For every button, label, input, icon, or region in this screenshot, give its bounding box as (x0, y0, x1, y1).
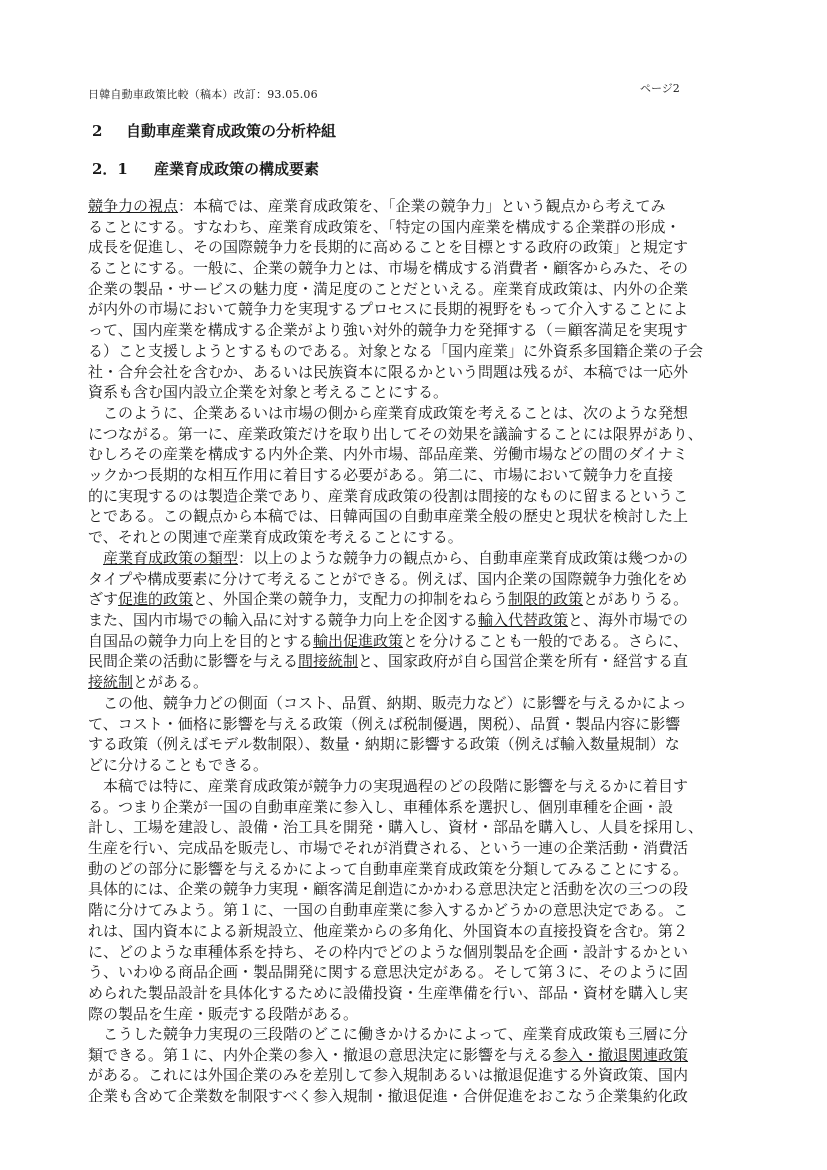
paragraph-firm-perspective (88, 403, 752, 548)
text-line (88, 755, 752, 776)
text-run: どに分けることもできる。 (88, 756, 269, 775)
text-run: 資系も含む国内設立企業を対象と考えることにする。 (88, 383, 449, 402)
text-run: 動のどの部分に影響を与えるかによって自動車産業育成政策を分類してみることにする。 (88, 859, 689, 878)
text-line (88, 589, 752, 610)
text-line (88, 672, 752, 693)
underlined-term: 接統制 (88, 673, 134, 692)
text-run: とがある。 (133, 673, 209, 692)
text-run: 際の製品を生産・販売する段階がある。 (88, 1004, 359, 1023)
subsection-heading (92, 158, 319, 179)
text-line (88, 320, 752, 341)
text-line (88, 693, 752, 714)
text-run: 企業も含めて企業数を制限すべく参入規制・撤退促進・合併促進をおこなう企業集約化政 (88, 1087, 688, 1106)
text-run: る）こと支援しようとするものである。対象となる「国内産業」に外資系多国籍企業の子会 (88, 341, 704, 360)
text-line (88, 817, 752, 838)
text-run: とである。この観点から本稿では、日韓両国の自動車産業全般の歴史と現状を検討した上 (88, 507, 689, 526)
section-title: 自動車産業育成政策の分析枠組 (126, 122, 337, 140)
text-line (88, 1004, 752, 1025)
text-line (88, 382, 752, 403)
text-line (88, 610, 752, 631)
text-run: 自国品の競争力向上を目的とする (88, 631, 314, 650)
text-line (88, 838, 752, 859)
underlined-term: 競争力の視点 (88, 197, 179, 215)
underlined-term: 間接統制 (298, 652, 359, 671)
text-line (88, 879, 752, 900)
text-run: こうした競争力実現の三段階のどこに働きかけるかによって、産業育成政策も三層に分 (88, 1025, 688, 1043)
text-run: 類できる。第１に、内外企業の参入・撤退の意思決定に影響を与える (88, 1045, 554, 1064)
text-line (88, 859, 752, 880)
text-line (88, 651, 752, 672)
text-line (88, 1086, 752, 1107)
paragraph-policy-types (88, 548, 752, 693)
text-run: 計し、工場を建設し、設備・治工具を開発・購入し、資材・部品を購入し、人員を採用し、 (88, 818, 704, 837)
text-line (88, 527, 752, 548)
text-run: がある。これには外国企業のみを差別して参入規制あるいは撤退促進する外資政策、国内 (88, 1066, 689, 1085)
text-line (88, 734, 752, 755)
underlined-term: 促進的政策 (118, 590, 194, 609)
text-line (88, 424, 752, 445)
section-number: 2 (92, 122, 103, 140)
subsection-title: 産業育成政策の構成要素 (154, 160, 320, 178)
text-run: この他、競争力どの側面（コスト、品質、納期、販売力など）に影響を与えるかによっ (88, 694, 687, 712)
paragraph-policy-layers (88, 1024, 752, 1107)
text-run: 社・合弁会社を含むか、あるいは民族資本に限るかという問題は残るが、本稿では一応外 (88, 362, 689, 381)
text-run: と、国家政府が自ら国営企業を所有・経営する直 (358, 652, 689, 671)
text-line (88, 465, 752, 486)
text-run: また、国内市場での輸入品に対する競争力向上を企図する (88, 611, 479, 630)
text-line (88, 1045, 752, 1066)
text-line (88, 714, 752, 735)
text-line (88, 569, 752, 590)
text-run: につながる。第一に、産業政策だけを取り出してその効果を議論することには限界があり、 (88, 424, 703, 443)
text-run: とを分けることも一般的である。さらに、 (403, 631, 689, 650)
text-line (88, 797, 752, 818)
underlined-term: 参入・撤退関連政策 (553, 1045, 689, 1064)
text-line (88, 1065, 752, 1086)
paragraph-competitive-aspects (88, 693, 752, 776)
text-run: が内外の市場において競争力を実現するプロセスに長期的視野をもって介入することによ (88, 300, 689, 319)
text-line (88, 921, 752, 942)
text-line (88, 486, 752, 507)
text-run: と、外国企業の競争力，支配力の抑制をねらう (193, 590, 509, 609)
text-line (88, 1024, 752, 1045)
text-line (88, 217, 752, 238)
text-run: このように、企業あるいは市場の側から産業育成政策を考えることは、次のような発想 (88, 404, 689, 422)
text-line (88, 362, 752, 383)
text-line (88, 942, 752, 963)
text-line (88, 900, 752, 921)
underlined-term: 輸出促進政策 (313, 631, 404, 650)
text-line (88, 444, 752, 465)
text-run (88, 549, 103, 567)
text-line (88, 237, 752, 258)
underlined-term: 産業育成政策の類型 (103, 549, 239, 567)
text-run: 階に分けてみよう。第１に、一国の自動車産業に参入するかどうかの意思決定である。こ (88, 901, 689, 920)
text-run: ることにする。すなわち、産業育成政策を、「特定の国内産業を構成する企業群の形成・ (88, 217, 681, 236)
text-line (88, 506, 752, 527)
text-run: められた製品設計を具体化するために設備投資・生産準備を行い、部品・資材を購入し実 (88, 983, 689, 1002)
text-line (88, 962, 752, 983)
paragraph-three-stages (88, 776, 752, 1024)
text-run: 民間企業の活動に影響を与える (88, 652, 299, 671)
text-line (88, 403, 752, 424)
text-run: て、コスト・価格に影響を与える政策（例えば税制優遇，関税）、品質・製品内容に影響 (88, 714, 681, 733)
text-run: ：本稿では、産業育成政策を、「企業の競争力」という観点から考えてみ (178, 197, 666, 215)
text-run: とがありうる。 (583, 590, 689, 609)
header-page-number: ページ2 (640, 82, 680, 95)
text-run: る。つまり企業が一国の自動車産業に参入し、車種体系を選択し、個別車種を企画・設 (88, 797, 674, 816)
text-line (88, 279, 752, 300)
text-run: と、海外市場での (568, 611, 689, 630)
text-run: に、どのような車種体系を持ち、その枠内でどのような個別製品を企画・設計するかとい (88, 942, 689, 961)
text-run: する政策（例えばモデル数制限）、数量・納期に影響する政策（例えば輸入数量規制）な (88, 735, 680, 754)
text-line (88, 341, 752, 362)
text-run: って、国内産業を構成する企業がより強い対外的競争力を発揮する（＝顧客満足を実現す (88, 321, 688, 340)
paragraph-competitiveness-viewpoint (88, 196, 752, 403)
text-run: 本稿では特に、産業育成政策が競争力の実現過程のどの段階に影響を与えるかに着目す (88, 777, 689, 795)
text-run: う、いわゆる商品企画・製品開発に関する意思決定がある。そして第３に、そのように固 (88, 963, 689, 982)
text-run: 的に実現するのは製造企業であり、産業育成政策の役割は間接的なものに留まるというこ (88, 486, 689, 505)
underlined-term: 輸入代替政策 (478, 611, 569, 630)
text-run: ックかつ長期的な相互作用に着目する必要がある。第二に、市場において競争力を直接 (88, 466, 674, 485)
text-run: タイプや構成要素に分けて考えることができる。例えば、国内企業の国際競争力強化をめ (88, 569, 688, 588)
text-line (88, 631, 752, 652)
text-line (88, 258, 752, 279)
text-line (88, 776, 752, 797)
text-line (88, 548, 752, 569)
text-run: 生産を行い、完成品を販売し、市場でそれが消費される、という一連の企業活動・消費活 (88, 839, 689, 858)
underlined-term: 制限的政策 (508, 590, 584, 609)
header-document-title: 日韓自動車政策比較（稿本）改訂：93.05.06 (88, 88, 318, 101)
text-line (88, 196, 752, 217)
text-run: で、それとの関連で産業育成政策を考えることにする。 (88, 528, 463, 547)
text-run: 企業の製品・サービスの魅力度・満足度のことだといえる。産業育成政策は、内外の企業 (88, 279, 689, 298)
text-run: ざす (88, 590, 119, 609)
section-heading (92, 120, 336, 141)
text-run: ：以上のような競争力の観点から、自動車産業育成政策は幾つかの (238, 549, 689, 567)
text-line (88, 299, 752, 320)
subsection-number: 2．1 (92, 160, 128, 178)
text-line (88, 983, 752, 1004)
text-run: れは、国内資本による新規設立、他産業からの多角化、外国資本の直接投資を含む。第２ (88, 921, 689, 940)
text-run: 具体的には、企業の競争力実現・顧客満足創造にかかわる意思決定と活動を次の三つの段 (88, 880, 689, 899)
text-run: むしろその産業を構成する内外企業、内外市場、部品産業、労働市場などの間のダイナミ (88, 445, 688, 464)
text-run: 成長を促進し、その国際競争力を長期的に高めることを目標とする政府の政策」と規定す (88, 238, 689, 257)
text-run: ることにする。一般に、企業の競争力とは、市場を構成する消費者・顧客からみた、その (88, 259, 689, 278)
